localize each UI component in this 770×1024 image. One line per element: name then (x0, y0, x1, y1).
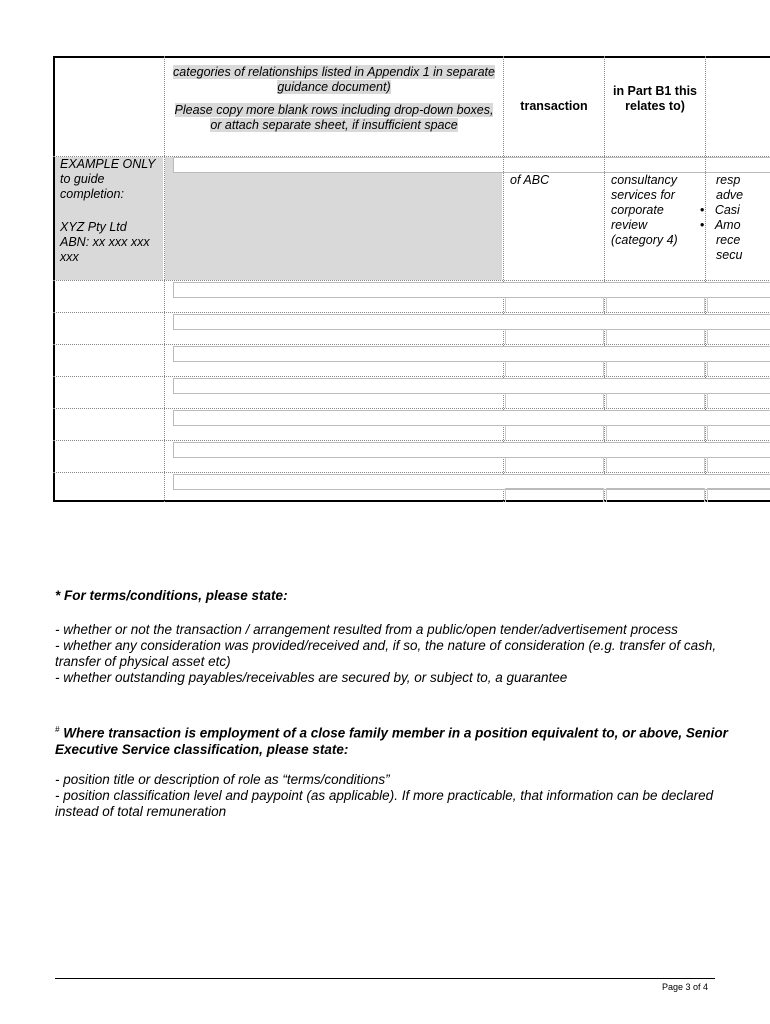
example-category-shade (165, 157, 502, 280)
example-dropdown[interactable] (173, 157, 770, 173)
blank-row-dropdown[interactable] (173, 410, 770, 426)
blank-row-field[interactable] (707, 329, 770, 344)
employment-item: - position title or description of role as “terms/conditions” (55, 772, 390, 787)
blank-row-field[interactable] (606, 457, 705, 472)
blank-row-field[interactable] (505, 329, 604, 344)
employment-item: - position classification level and paypoint (as applicable). If more practicable, that information can be declared instead of total remuneration (55, 788, 714, 819)
blank-row-field[interactable] (707, 488, 770, 502)
blank-row-field[interactable] (606, 297, 705, 312)
blank-row-dropdown[interactable] (173, 314, 770, 330)
blank-row-field[interactable] (505, 425, 604, 440)
employment-heading: # Where transaction is employment of a close family member in a position equivalent to, or above, Senior Executive Service classification, please state: (55, 725, 728, 757)
blank-row-field[interactable] (707, 457, 770, 472)
terms-list (55, 622, 755, 686)
example-abn: ABN: xx xxx xxx xxx (60, 235, 150, 264)
blank-row-field[interactable] (505, 393, 604, 408)
footer-rule (55, 978, 715, 979)
col-divider-1 (164, 56, 165, 502)
blank-row-field[interactable] (606, 361, 705, 376)
relationships-table (53, 56, 770, 502)
header-part-b1: in Part B1 this relates to) (612, 84, 698, 113)
blank-row-dropdown[interactable] (173, 346, 770, 362)
header-category-note: categories of relationships listed in Appendix 1 in separate guidance document) (173, 65, 495, 94)
employment-list (55, 772, 755, 820)
row-divider (53, 440, 770, 441)
terms-heading: * For terms/conditions, please state: (55, 588, 288, 603)
header-divider (53, 156, 770, 157)
blank-row-field[interactable] (505, 297, 604, 312)
example-label: EXAMPLE ONLY to guide completion: (60, 157, 156, 201)
blank-row-field[interactable] (707, 393, 770, 408)
blank-row-dropdown[interactable] (173, 282, 770, 298)
row-divider (53, 280, 770, 281)
col-divider-3 (604, 56, 605, 502)
blank-row-field[interactable] (505, 361, 604, 376)
blank-row-field[interactable] (707, 361, 770, 376)
row-divider (53, 472, 770, 473)
blank-row-field[interactable] (505, 457, 604, 472)
blank-row-field[interactable] (505, 488, 604, 502)
terms-item: - whether any consideration was provided/received and, if so, the nature of consideration (e.g. transfer of cash, transfer of physical asset etc) (55, 638, 717, 669)
blank-row-dropdown[interactable] (173, 378, 770, 394)
blank-row-field[interactable] (707, 425, 770, 440)
row-divider (53, 312, 770, 313)
example-entity: XYZ Pty Ltd (60, 220, 127, 234)
blank-row-dropdown[interactable] (173, 442, 770, 458)
blank-row-field[interactable] (606, 488, 705, 502)
blank-row-field[interactable] (606, 425, 705, 440)
terms-item: - whether outstanding payables/receivables are secured by, or subject to, a guarantee (55, 670, 568, 685)
col-divider-4 (705, 56, 706, 502)
page-number: Page 3 of 4 (662, 982, 709, 992)
row-divider (53, 408, 770, 409)
col-divider-2 (503, 56, 504, 502)
terms-item: - whether or not the transaction / arrangement resulted from a public/open tender/advertisement process (55, 622, 678, 637)
row-divider (53, 344, 770, 345)
example-terms: resp adve • Casi • Amo rece secu (700, 173, 744, 262)
example-transaction: of ABC (510, 173, 550, 187)
row-divider (53, 376, 770, 377)
header-copy-note: Please copy more blank rows including drop-down boxes, or attach separate sheet, if insufficient space (174, 103, 494, 132)
hash-mark: # (55, 725, 60, 734)
blank-row-field[interactable] (707, 297, 770, 312)
blank-row-field[interactable] (606, 393, 705, 408)
header-transaction: transaction (520, 99, 588, 113)
example-relates-to: consultancy services for corporate review (category 4) (611, 173, 678, 247)
blank-row-field[interactable] (606, 329, 705, 344)
